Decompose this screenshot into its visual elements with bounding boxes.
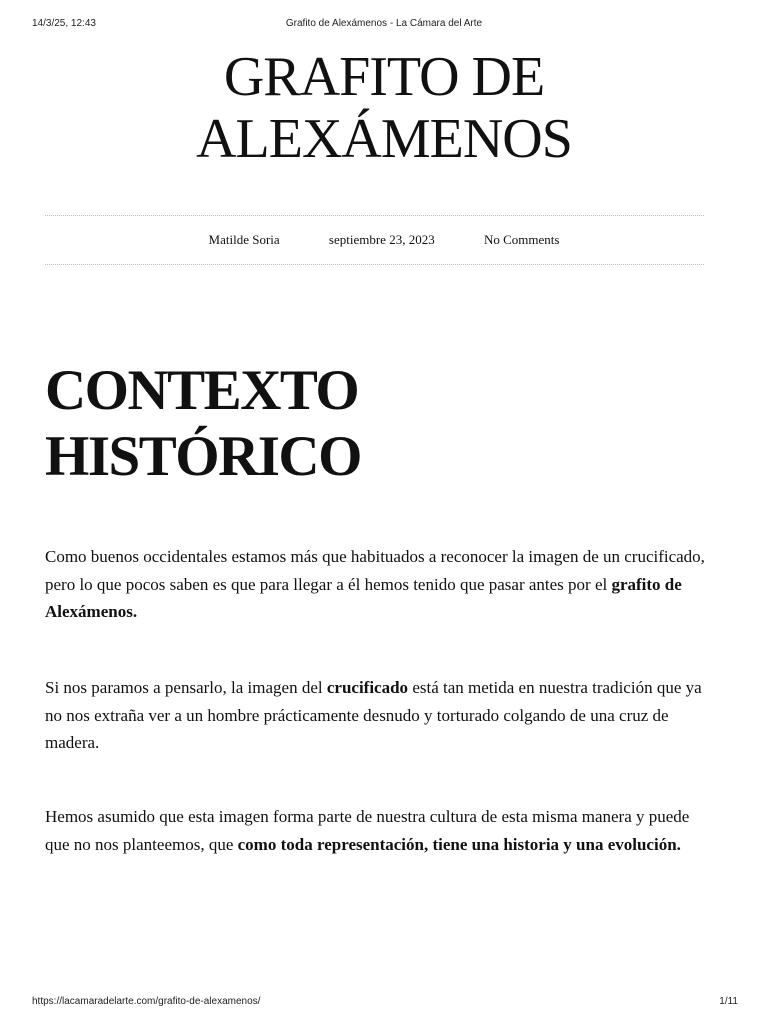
section-heading-line-1: CONTEXTO [45,359,359,422]
print-footer [0,996,768,1010]
meta-divider-bottom [45,264,704,265]
section-heading [45,358,705,490]
paragraph-3-bold: como toda representación, tiene una historia y una evolución. [237,834,681,854]
section-heading-line-2: HISTÓRICO [45,425,361,488]
post-title-line-1: GRAFITO DE [223,46,545,108]
paragraph-3-text: Hemos asumido que esta imagen forma parte de nuestra cultura de esta misma manera y puede que no nos planteemos, que [45,807,690,854]
print-document-title: Grafito de Alexámenos - La Cámara del Arte [285,18,483,29]
print-header [0,18,768,32]
paragraph-2-text-after: está tan metida en nuestra tradición que ya no nos extraña ver a un hombre prácticamente desnudo y torturado colgando de una cruz de madera. [45,678,702,752]
print-page-number: 1/11 [719,996,738,1007]
paragraph-2 [45,674,710,757]
post-meta [0,232,768,248]
paragraph-2-bold: crucificado [326,678,409,697]
post-author-link[interactable]: Matilde Soria [208,232,280,247]
paragraph-3 [45,803,710,858]
paragraph-2-text-before: Si nos paramos a pensarlo, la imagen del [45,678,327,697]
paragraph-1-text: Como buenos occidentales estamos más que habituados a reconocer la imagen de un crucificado, pero lo que pocos saben es que para llegar a él hemos tenido que pasar antes por el [45,547,705,594]
print-timestamp: 14/3/25, 12:43 [32,18,96,29]
print-page-url[interactable]: https://lacamaradelarte.com/grafito-de-alexamenos/ [32,996,261,1007]
post-comments-link[interactable]: No Comments [483,232,560,247]
post-title-line-2: ALEXÁMENOS [196,108,572,170]
paragraph-1-bold: grafito de Alexámenos. [45,574,682,621]
post-date: septiembre 23, 2023 [328,232,435,247]
paragraph-1 [45,543,710,626]
meta-divider-top [45,215,704,216]
post-title [0,46,768,170]
